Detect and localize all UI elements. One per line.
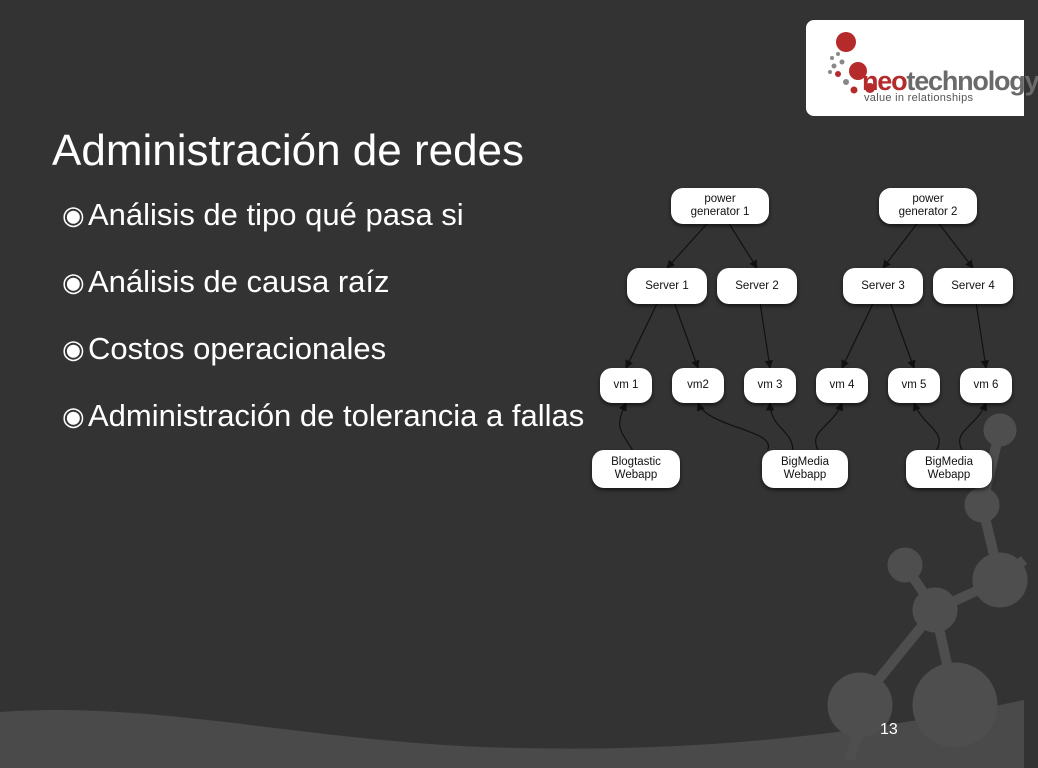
edge-pg1-s1 [667,224,707,268]
node-app1: Blogtastic Webapp [592,450,680,488]
edge-pg2-s4 [939,224,973,268]
edge-pg2-s3 [883,224,917,268]
edge-app3-vm5 [914,403,939,450]
edge-app1-vm1 [620,403,633,450]
node-s2: Server 2 [717,268,797,304]
edge-s1-vm2 [675,304,698,368]
edge-s3-vm4 [842,304,873,368]
bullet-marker-icon: ◉ [62,401,85,431]
logo-word-technology: technology [906,66,1038,96]
bullet-text: Análisis de tipo qué pasa si [88,197,464,232]
edge-s1-vm1 [626,304,657,368]
node-s4: Server 4 [933,268,1013,304]
node-vm1: vm 1 [600,368,652,403]
node-s1: Server 1 [627,268,707,304]
bullet-marker-icon: ◉ [62,200,85,230]
node-pg2: power generator 2 [879,188,977,224]
edge-app2-vm4 [816,403,842,450]
node-vm4: vm 4 [816,368,868,403]
bullet-marker-icon: ◉ [62,334,85,364]
edge-s4-vm6 [976,304,986,368]
page-number: 13 [880,721,898,738]
edge-app3-vm6 [960,403,986,450]
node-s3: Server 3 [843,268,923,304]
edge-s2-vm3 [760,304,770,368]
node-vm3: vm 3 [744,368,796,403]
slide-title: Administración de redes [52,126,525,175]
bullet-marker-icon: ◉ [62,267,85,297]
node-vm6: vm 6 [960,368,1012,403]
edge-s3-vm5 [891,304,914,368]
node-app3: BigMedia Webapp [906,450,992,488]
logo-word-neo: neo [862,66,907,96]
logo-tagline: value in relationships [864,92,974,104]
node-vm2: vm2 [672,368,724,403]
edge-app2-vm3 [770,403,793,450]
bullet-text: Análisis de causa raíz [88,264,390,299]
edge-app2-vm2 [698,403,769,450]
bullet-text: Administración de tolerancia a fallas [88,398,585,433]
bullet-text: Costos operacionales [88,331,387,366]
edge-pg1-s2 [729,224,757,268]
node-vm5: vm 5 [888,368,940,403]
node-app2: BigMedia Webapp [762,450,848,488]
node-pg1: power generator 1 [671,188,769,224]
